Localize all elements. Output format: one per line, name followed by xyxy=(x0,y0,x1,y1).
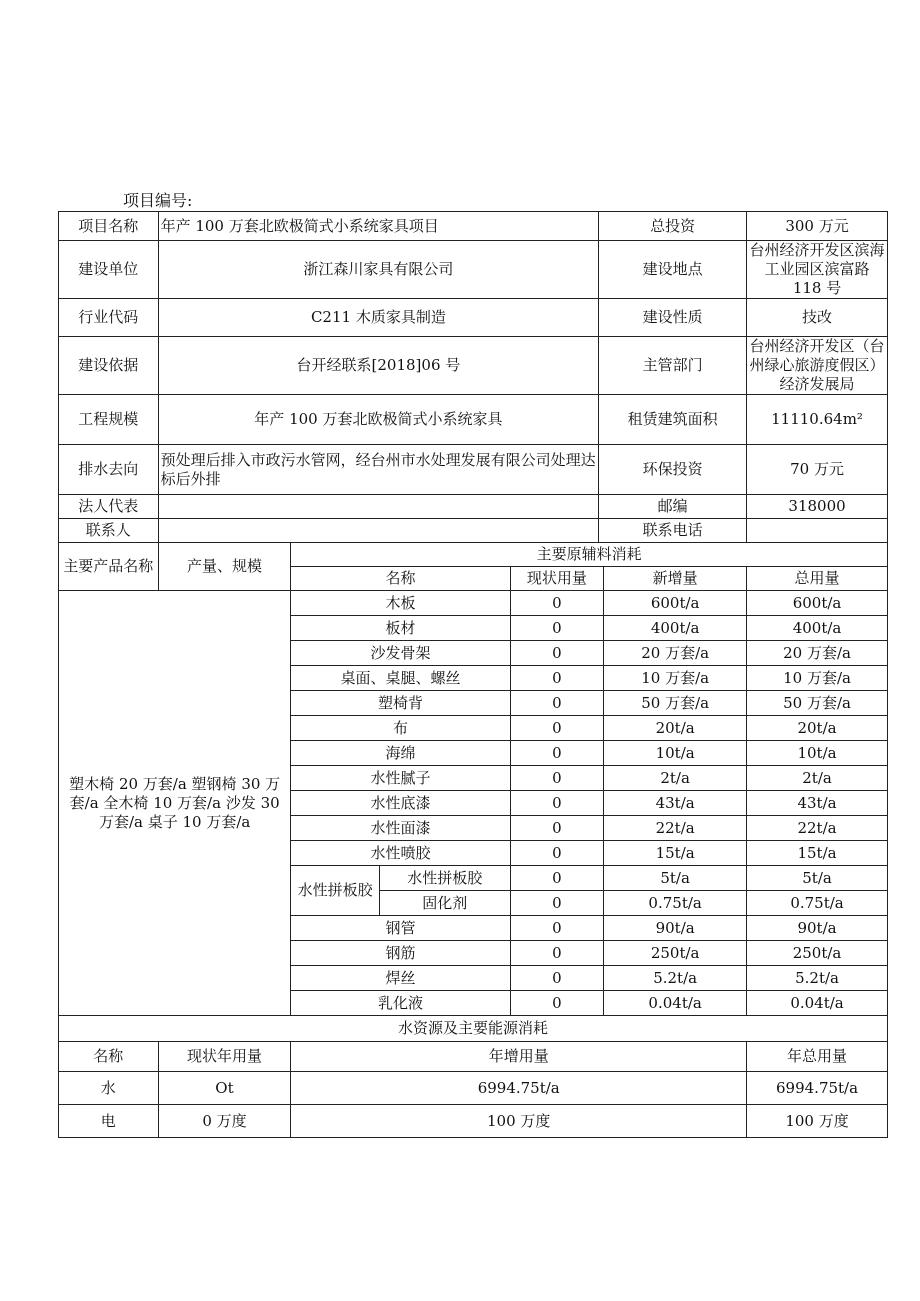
products-value: 塑木椅 20 万套/a 塑钢椅 30 万套/a 全木椅 10 万套/a 沙发 30 万套/a 桌子 10 万套/a xyxy=(59,591,291,1016)
material-total: 5t/a xyxy=(747,866,888,891)
energy-col-added: 年增用量 xyxy=(291,1042,747,1072)
energy-total: 6994.75t/a xyxy=(747,1072,888,1105)
material-total: 5.2t/a xyxy=(747,966,888,991)
row-contact xyxy=(59,519,888,543)
material-new: 15t/a xyxy=(604,841,747,866)
material-new: 22t/a xyxy=(604,816,747,841)
material-new: 0.04t/a xyxy=(604,991,747,1016)
scale-value: 年产 100 万套北欧极简式小系统家具 xyxy=(158,395,599,445)
energy-current: 0 万度 xyxy=(158,1105,291,1138)
material-total: 10t/a xyxy=(747,741,888,766)
material-total: 15t/a xyxy=(747,841,888,866)
material-total: 0.04t/a xyxy=(747,991,888,1016)
material-total: 250t/a xyxy=(747,941,888,966)
material-total: 90t/a xyxy=(747,916,888,941)
material-name: 水性喷胶 xyxy=(291,841,510,866)
row-project-name xyxy=(59,212,888,241)
project-info-table xyxy=(58,211,888,1138)
env-invest-value: 70 万元 xyxy=(747,445,888,495)
builder-label: 建设单位 xyxy=(59,241,159,299)
row-builder xyxy=(59,241,888,299)
energy-column-row xyxy=(59,1042,888,1072)
material-name: 水性拼板胶 xyxy=(379,866,510,891)
material-new: 400t/a xyxy=(604,616,747,641)
authority-label: 主管部门 xyxy=(599,337,747,395)
phone-value xyxy=(747,519,888,543)
material-name: 板材 xyxy=(291,616,510,641)
material-total: 10 万套/a xyxy=(747,666,888,691)
basis-label: 建设依据 xyxy=(59,337,159,395)
material-new: 5.2t/a xyxy=(604,966,747,991)
material-new: 10 万套/a xyxy=(604,666,747,691)
authority-value: 台州经济开发区（台州绿心旅游度假区）经济发展局 xyxy=(747,337,888,395)
material-new: 50 万套/a xyxy=(604,691,747,716)
energy-col-current: 现状年用量 xyxy=(158,1042,291,1072)
energy-name: 水 xyxy=(59,1072,159,1105)
contact-value xyxy=(158,519,599,543)
material-col-current: 现状用量 xyxy=(510,567,604,591)
area-label: 租赁建筑面积 xyxy=(599,395,747,445)
output-label: 产量、规模 xyxy=(158,543,291,591)
material-name: 海绵 xyxy=(291,741,510,766)
project-name-value: 年产 100 万套北欧极简式小系统家具项目 xyxy=(158,212,599,241)
material-new: 600t/a xyxy=(604,591,747,616)
material-row xyxy=(59,591,888,616)
product-label: 主要产品名称 xyxy=(59,543,159,591)
site-value: 台州经济开发区滨海工业园区滨富路 118 号 xyxy=(747,241,888,299)
material-name: 钢筋 xyxy=(291,941,510,966)
material-new: 20t/a xyxy=(604,716,747,741)
material-current: 0 xyxy=(510,891,604,916)
area-value: 11110.64m² xyxy=(747,395,888,445)
row-industry xyxy=(59,299,888,337)
material-name: 布 xyxy=(291,716,510,741)
material-col-name: 名称 xyxy=(291,567,510,591)
drain-value: 预处理后排入市政污水管网，经台州市水处理发展有限公司处理达标后外排 xyxy=(158,445,599,495)
material-name: 塑椅背 xyxy=(291,691,510,716)
material-name: 木板 xyxy=(291,591,510,616)
energy-current: Ot xyxy=(158,1072,291,1105)
material-total: 22t/a xyxy=(747,816,888,841)
industry-code-label: 行业代码 xyxy=(59,299,159,337)
material-total: 50 万套/a xyxy=(747,691,888,716)
material-name: 水性腻子 xyxy=(291,766,510,791)
material-current: 0 xyxy=(510,616,604,641)
project-number-label: 项目编号: xyxy=(123,191,193,210)
material-current: 0 xyxy=(510,591,604,616)
total-invest-label: 总投资 xyxy=(599,212,747,241)
material-current: 0 xyxy=(510,916,604,941)
site-label: 建设地点 xyxy=(599,241,747,299)
industry-code-value: C211 木质家具制造 xyxy=(158,299,599,337)
row-scale xyxy=(59,395,888,445)
energy-header-row xyxy=(59,1016,888,1042)
postcode-value: 318000 xyxy=(747,495,888,519)
legal-rep-label: 法人代表 xyxy=(59,495,159,519)
material-current: 0 xyxy=(510,866,604,891)
material-current: 0 xyxy=(510,791,604,816)
energy-section-label: 水资源及主要能源消耗 xyxy=(59,1016,888,1042)
energy-added: 6994.75t/a xyxy=(291,1072,747,1105)
material-new: 90t/a xyxy=(604,916,747,941)
material-current: 0 xyxy=(510,641,604,666)
material-current: 0 xyxy=(510,816,604,841)
energy-col-name: 名称 xyxy=(59,1042,159,1072)
material-current: 0 xyxy=(510,716,604,741)
energy-total: 100 万度 xyxy=(747,1105,888,1138)
material-name: 桌面、桌腿、螺丝 xyxy=(291,666,510,691)
material-col-new: 新增量 xyxy=(604,567,747,591)
row-drain xyxy=(59,445,888,495)
material-current: 0 xyxy=(510,766,604,791)
material-new: 0.75t/a xyxy=(604,891,747,916)
project-name-label: 项目名称 xyxy=(59,212,159,241)
postcode-label: 邮编 xyxy=(599,495,747,519)
material-name: 乳化液 xyxy=(291,991,510,1016)
material-current: 0 xyxy=(510,941,604,966)
glue-group-label: 水性拼板胶 xyxy=(291,866,380,916)
material-current: 0 xyxy=(510,966,604,991)
material-new: 5t/a xyxy=(604,866,747,891)
env-invest-label: 环保投资 xyxy=(599,445,747,495)
row-legal xyxy=(59,495,888,519)
energy-col-total: 年总用量 xyxy=(747,1042,888,1072)
energy-added: 100 万度 xyxy=(291,1105,747,1138)
material-new: 2t/a xyxy=(604,766,747,791)
material-total: 0.75t/a xyxy=(747,891,888,916)
nature-label: 建设性质 xyxy=(599,299,747,337)
total-invest-value: 300 万元 xyxy=(747,212,888,241)
material-name: 固化剂 xyxy=(379,891,510,916)
material-new: 43t/a xyxy=(604,791,747,816)
material-total: 400t/a xyxy=(747,616,888,641)
material-total: 43t/a xyxy=(747,791,888,816)
row-basis xyxy=(59,337,888,395)
material-new: 10t/a xyxy=(604,741,747,766)
material-name: 焊丝 xyxy=(291,966,510,991)
material-total: 20t/a xyxy=(747,716,888,741)
material-current: 0 xyxy=(510,841,604,866)
material-new: 250t/a xyxy=(604,941,747,966)
energy-name: 电 xyxy=(59,1105,159,1138)
material-name: 水性面漆 xyxy=(291,816,510,841)
material-total: 20 万套/a xyxy=(747,641,888,666)
material-current: 0 xyxy=(510,691,604,716)
energy-row xyxy=(59,1105,888,1138)
contact-label: 联系人 xyxy=(59,519,159,543)
material-current: 0 xyxy=(510,991,604,1016)
material-col-total: 总用量 xyxy=(747,567,888,591)
scale-label: 工程规模 xyxy=(59,395,159,445)
material-new: 20 万套/a xyxy=(604,641,747,666)
nature-value: 技改 xyxy=(747,299,888,337)
phone-label: 联系电话 xyxy=(599,519,747,543)
material-name: 钢管 xyxy=(291,916,510,941)
material-current: 0 xyxy=(510,741,604,766)
material-total: 600t/a xyxy=(747,591,888,616)
materials-header-row xyxy=(59,543,888,567)
material-current: 0 xyxy=(510,666,604,691)
basis-value: 台开经联系[2018]06 号 xyxy=(158,337,599,395)
legal-rep-value xyxy=(158,495,599,519)
material-name: 水性底漆 xyxy=(291,791,510,816)
materials-section-label: 主要原辅料消耗 xyxy=(291,543,888,567)
material-name: 沙发骨架 xyxy=(291,641,510,666)
builder-value: 浙江森川家具有限公司 xyxy=(158,241,599,299)
energy-row xyxy=(59,1072,888,1105)
drain-label: 排水去向 xyxy=(59,445,159,495)
material-total: 2t/a xyxy=(747,766,888,791)
